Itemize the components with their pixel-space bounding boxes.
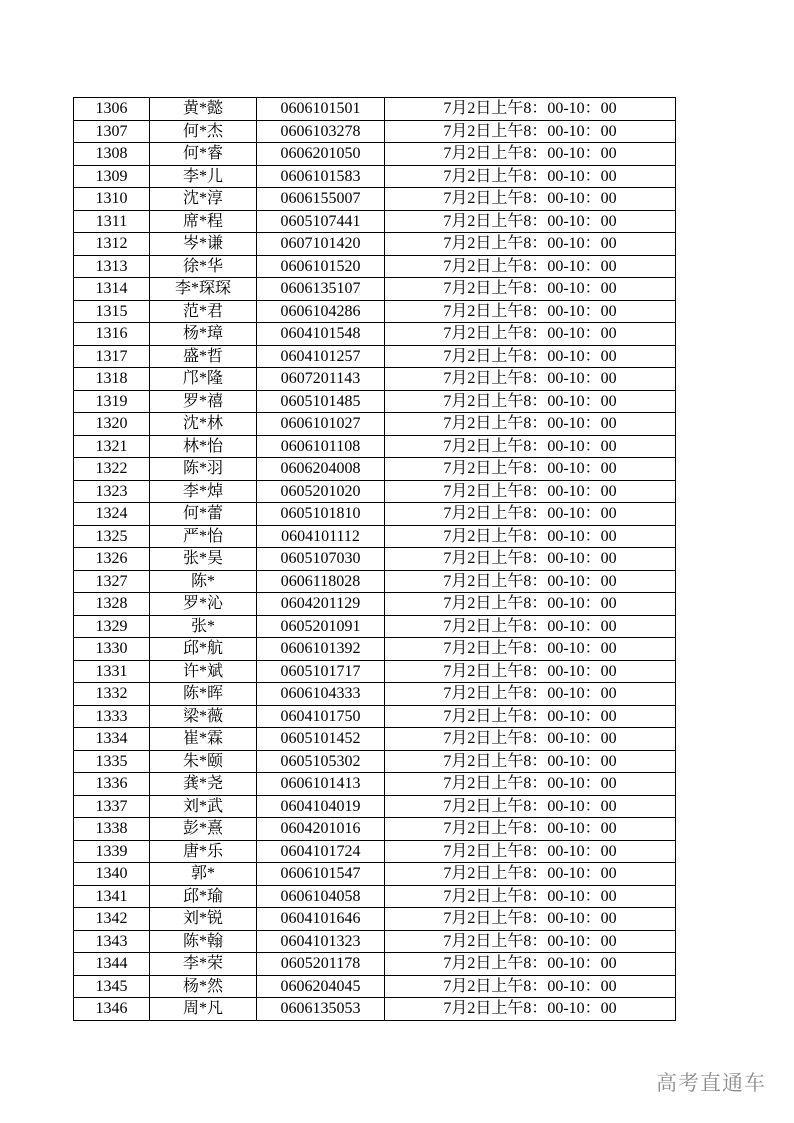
student-code-cell: 0606135053 (257, 998, 385, 1021)
seq-number-cell: 1332 (74, 683, 150, 706)
student-name-cell: 杨*璋 (150, 323, 257, 346)
seq-number-cell: 1338 (74, 818, 150, 841)
student-name-cell: 徐*华 (150, 255, 257, 278)
student-name-cell: 龚*尧 (150, 773, 257, 796)
exam-time-cell: 7月2日上午8：00-10：00 (385, 210, 676, 233)
exam-time-cell: 7月2日上午8：00-10：00 (385, 975, 676, 998)
student-name-cell: 许*斌 (150, 660, 257, 683)
student-code-cell: 0606104333 (257, 683, 385, 706)
seq-number-cell: 1330 (74, 638, 150, 661)
seq-number-cell: 1310 (74, 188, 150, 211)
seq-number-cell: 1313 (74, 255, 150, 278)
table-row (74, 390, 676, 413)
seq-number-cell: 1327 (74, 570, 150, 593)
student-name-cell: 李*荣 (150, 953, 257, 976)
exam-schedule-table (73, 97, 676, 1021)
student-code-cell: 0604101750 (257, 705, 385, 728)
exam-time-cell: 7月2日上午8：00-10：00 (385, 143, 676, 166)
exam-time-cell: 7月2日上午8：00-10：00 (385, 120, 676, 143)
seq-number-cell: 1344 (74, 953, 150, 976)
seq-number-cell: 1324 (74, 503, 150, 526)
table-row (74, 728, 676, 751)
exam-time-cell: 7月2日上午8：00-10：00 (385, 998, 676, 1021)
exam-time-cell: 7月2日上午8：00-10：00 (385, 458, 676, 481)
seq-number-cell: 1334 (74, 728, 150, 751)
exam-time-cell: 7月2日上午8：00-10：00 (385, 795, 676, 818)
seq-number-cell: 1323 (74, 480, 150, 503)
seq-number-cell: 1315 (74, 300, 150, 323)
student-name-cell: 崔*霖 (150, 728, 257, 751)
student-code-cell: 0606204008 (257, 458, 385, 481)
student-name-cell: 罗*禧 (150, 390, 257, 413)
table-row (74, 818, 676, 841)
student-code-cell: 0606101392 (257, 638, 385, 661)
table-row (74, 525, 676, 548)
table-row (74, 278, 676, 301)
student-code-cell: 0604101548 (257, 323, 385, 346)
exam-time-cell: 7月2日上午8：00-10：00 (385, 773, 676, 796)
table-row (74, 503, 676, 526)
table-row (74, 345, 676, 368)
seq-number-cell: 1321 (74, 435, 150, 458)
exam-time-cell: 7月2日上午8：00-10：00 (385, 278, 676, 301)
exam-time-cell: 7月2日上午8：00-10：00 (385, 255, 676, 278)
seq-number-cell: 1333 (74, 705, 150, 728)
student-code-cell: 0607101420 (257, 233, 385, 256)
student-name-cell: 何*蕾 (150, 503, 257, 526)
seq-number-cell: 1343 (74, 930, 150, 953)
table-row (74, 323, 676, 346)
student-name-cell: 邱*航 (150, 638, 257, 661)
seq-number-cell: 1331 (74, 660, 150, 683)
student-name-cell: 范*君 (150, 300, 257, 323)
exam-time-cell: 7月2日上午8：00-10：00 (385, 930, 676, 953)
student-code-cell: 0605107441 (257, 210, 385, 233)
table-row (74, 998, 676, 1021)
student-name-cell: 盛*哲 (150, 345, 257, 368)
student-code-cell: 0605101717 (257, 660, 385, 683)
student-code-cell: 0605107030 (257, 548, 385, 571)
student-name-cell: 沈*淳 (150, 188, 257, 211)
student-name-cell: 李*琛琛 (150, 278, 257, 301)
student-code-cell: 0606135107 (257, 278, 385, 301)
table-row (74, 435, 676, 458)
watermark-text: 高考直通车 (656, 1071, 766, 1095)
table-row (74, 458, 676, 481)
exam-time-cell: 7月2日上午8：00-10：00 (385, 840, 676, 863)
seq-number-cell: 1325 (74, 525, 150, 548)
exam-time-cell: 7月2日上午8：00-10：00 (385, 413, 676, 436)
student-name-cell: 刘*锐 (150, 908, 257, 931)
student-name-cell: 彭*熹 (150, 818, 257, 841)
exam-time-cell: 7月2日上午8：00-10：00 (385, 233, 676, 256)
table-row (74, 165, 676, 188)
table-row (74, 98, 676, 121)
student-name-cell: 邱*瑜 (150, 885, 257, 908)
table-row (74, 188, 676, 211)
exam-time-cell: 7月2日上午8：00-10：00 (385, 570, 676, 593)
student-code-cell: 0605201178 (257, 953, 385, 976)
exam-time-cell: 7月2日上午8：00-10：00 (385, 525, 676, 548)
seq-number-cell: 1306 (74, 98, 150, 121)
student-name-cell: 严*怡 (150, 525, 257, 548)
exam-time-cell: 7月2日上午8：00-10：00 (385, 368, 676, 391)
student-code-cell: 0606204045 (257, 975, 385, 998)
table-row (74, 795, 676, 818)
table-row (74, 660, 676, 683)
table-row (74, 750, 676, 773)
exam-time-cell: 7月2日上午8：00-10：00 (385, 98, 676, 121)
seq-number-cell: 1311 (74, 210, 150, 233)
seq-number-cell: 1341 (74, 885, 150, 908)
seq-number-cell: 1307 (74, 120, 150, 143)
seq-number-cell: 1335 (74, 750, 150, 773)
student-code-cell: 0604104019 (257, 795, 385, 818)
student-name-cell: 周*凡 (150, 998, 257, 1021)
exam-time-cell: 7月2日上午8：00-10：00 (385, 818, 676, 841)
exam-time-cell: 7月2日上午8：00-10：00 (385, 165, 676, 188)
table-row (74, 840, 676, 863)
seq-number-cell: 1339 (74, 840, 150, 863)
exam-time-cell: 7月2日上午8：00-10：00 (385, 660, 676, 683)
student-name-cell: 岑*谦 (150, 233, 257, 256)
student-code-cell: 0604201016 (257, 818, 385, 841)
student-code-cell: 0605105302 (257, 750, 385, 773)
seq-number-cell: 1308 (74, 143, 150, 166)
student-code-cell: 0604201129 (257, 593, 385, 616)
seq-number-cell: 1322 (74, 458, 150, 481)
table-row (74, 705, 676, 728)
seq-number-cell: 1319 (74, 390, 150, 413)
exam-time-cell: 7月2日上午8：00-10：00 (385, 683, 676, 706)
table-row (74, 255, 676, 278)
student-code-cell: 0606155007 (257, 188, 385, 211)
table-row (74, 120, 676, 143)
student-code-cell: 0606104058 (257, 885, 385, 908)
table-row (74, 548, 676, 571)
table-row (74, 593, 676, 616)
table-row (74, 975, 676, 998)
table-row (74, 210, 676, 233)
table-row (74, 638, 676, 661)
student-code-cell: 0607201143 (257, 368, 385, 391)
student-code-cell: 0606101547 (257, 863, 385, 886)
seq-number-cell: 1328 (74, 593, 150, 616)
student-code-cell: 0606101520 (257, 255, 385, 278)
student-code-cell: 0606103278 (257, 120, 385, 143)
student-name-cell: 刘*武 (150, 795, 257, 818)
student-name-cell: 陈*羽 (150, 458, 257, 481)
exam-time-cell: 7月2日上午8：00-10：00 (385, 390, 676, 413)
table-row (74, 143, 676, 166)
seq-number-cell: 1318 (74, 368, 150, 391)
exam-time-cell: 7月2日上午8：00-10：00 (385, 863, 676, 886)
table-row (74, 683, 676, 706)
student-code-cell: 0606101108 (257, 435, 385, 458)
seq-number-cell: 1346 (74, 998, 150, 1021)
seq-number-cell: 1326 (74, 548, 150, 571)
exam-time-cell: 7月2日上午8：00-10：00 (385, 908, 676, 931)
student-code-cell: 0604101112 (257, 525, 385, 548)
seq-number-cell: 1342 (74, 908, 150, 931)
exam-time-cell: 7月2日上午8：00-10：00 (385, 638, 676, 661)
student-name-cell: 李*儿 (150, 165, 257, 188)
exam-time-cell: 7月2日上午8：00-10：00 (385, 953, 676, 976)
exam-time-cell: 7月2日上午8：00-10：00 (385, 323, 676, 346)
student-code-cell: 0604101257 (257, 345, 385, 368)
table-row (74, 413, 676, 436)
student-name-cell: 席*程 (150, 210, 257, 233)
table-row (74, 615, 676, 638)
student-name-cell: 梁*薇 (150, 705, 257, 728)
student-code-cell: 0606101413 (257, 773, 385, 796)
exam-time-cell: 7月2日上午8：00-10：00 (385, 885, 676, 908)
exam-time-cell: 7月2日上午8：00-10：00 (385, 728, 676, 751)
student-name-cell: 陈*晖 (150, 683, 257, 706)
student-name-cell: 陈*翰 (150, 930, 257, 953)
exam-time-cell: 7月2日上午8：00-10：00 (385, 503, 676, 526)
table-row (74, 773, 676, 796)
student-name-cell: 何*睿 (150, 143, 257, 166)
exam-time-cell: 7月2日上午8：00-10：00 (385, 593, 676, 616)
exam-time-cell: 7月2日上午8：00-10：00 (385, 345, 676, 368)
table-row (74, 908, 676, 931)
student-code-cell: 0606101583 (257, 165, 385, 188)
student-code-cell: 0606101027 (257, 413, 385, 436)
table-row (74, 930, 676, 953)
seq-number-cell: 1316 (74, 323, 150, 346)
exam-time-cell: 7月2日上午8：00-10：00 (385, 750, 676, 773)
student-name-cell: 陈* (150, 570, 257, 593)
seq-number-cell: 1345 (74, 975, 150, 998)
student-name-cell: 沈*林 (150, 413, 257, 436)
student-name-cell: 郭* (150, 863, 257, 886)
table-row (74, 885, 676, 908)
seq-number-cell: 1314 (74, 278, 150, 301)
table-row (74, 300, 676, 323)
table-row (74, 863, 676, 886)
exam-time-cell: 7月2日上午8：00-10：00 (385, 480, 676, 503)
student-name-cell: 张* (150, 615, 257, 638)
student-name-cell: 唐*乐 (150, 840, 257, 863)
student-code-cell: 0606104286 (257, 300, 385, 323)
student-code-cell: 0606101501 (257, 98, 385, 121)
student-code-cell: 0605101485 (257, 390, 385, 413)
seq-number-cell: 1309 (74, 165, 150, 188)
exam-time-cell: 7月2日上午8：00-10：00 (385, 188, 676, 211)
seq-number-cell: 1336 (74, 773, 150, 796)
student-code-cell: 0605101452 (257, 728, 385, 751)
student-code-cell: 0606118028 (257, 570, 385, 593)
student-code-cell: 0605201020 (257, 480, 385, 503)
table-row (74, 233, 676, 256)
seq-number-cell: 1312 (74, 233, 150, 256)
table-row (74, 480, 676, 503)
exam-time-cell: 7月2日上午8：00-10：00 (385, 705, 676, 728)
seq-number-cell: 1320 (74, 413, 150, 436)
exam-time-cell: 7月2日上午8：00-10：00 (385, 615, 676, 638)
table-row (74, 953, 676, 976)
student-name-cell: 朱*颐 (150, 750, 257, 773)
student-code-cell: 0604101323 (257, 930, 385, 953)
table-row (74, 570, 676, 593)
student-name-cell: 杨*然 (150, 975, 257, 998)
student-name-cell: 邝*隆 (150, 368, 257, 391)
student-name-cell: 罗*沁 (150, 593, 257, 616)
exam-time-cell: 7月2日上午8：00-10：00 (385, 300, 676, 323)
student-name-cell: 李*焯 (150, 480, 257, 503)
student-name-cell: 黄*懿 (150, 98, 257, 121)
student-name-cell: 林*怡 (150, 435, 257, 458)
exam-time-cell: 7月2日上午8：00-10：00 (385, 548, 676, 571)
table-body (74, 98, 676, 1021)
student-code-cell: 0604101646 (257, 908, 385, 931)
seq-number-cell: 1317 (74, 345, 150, 368)
student-code-cell: 0606201050 (257, 143, 385, 166)
student-name-cell: 何*杰 (150, 120, 257, 143)
table-row (74, 368, 676, 391)
student-code-cell: 0605101810 (257, 503, 385, 526)
student-name-cell: 张*昊 (150, 548, 257, 571)
exam-time-cell: 7月2日上午8：00-10：00 (385, 435, 676, 458)
student-code-cell: 0604101724 (257, 840, 385, 863)
seq-number-cell: 1329 (74, 615, 150, 638)
seq-number-cell: 1340 (74, 863, 150, 886)
student-code-cell: 0605201091 (257, 615, 385, 638)
seq-number-cell: 1337 (74, 795, 150, 818)
